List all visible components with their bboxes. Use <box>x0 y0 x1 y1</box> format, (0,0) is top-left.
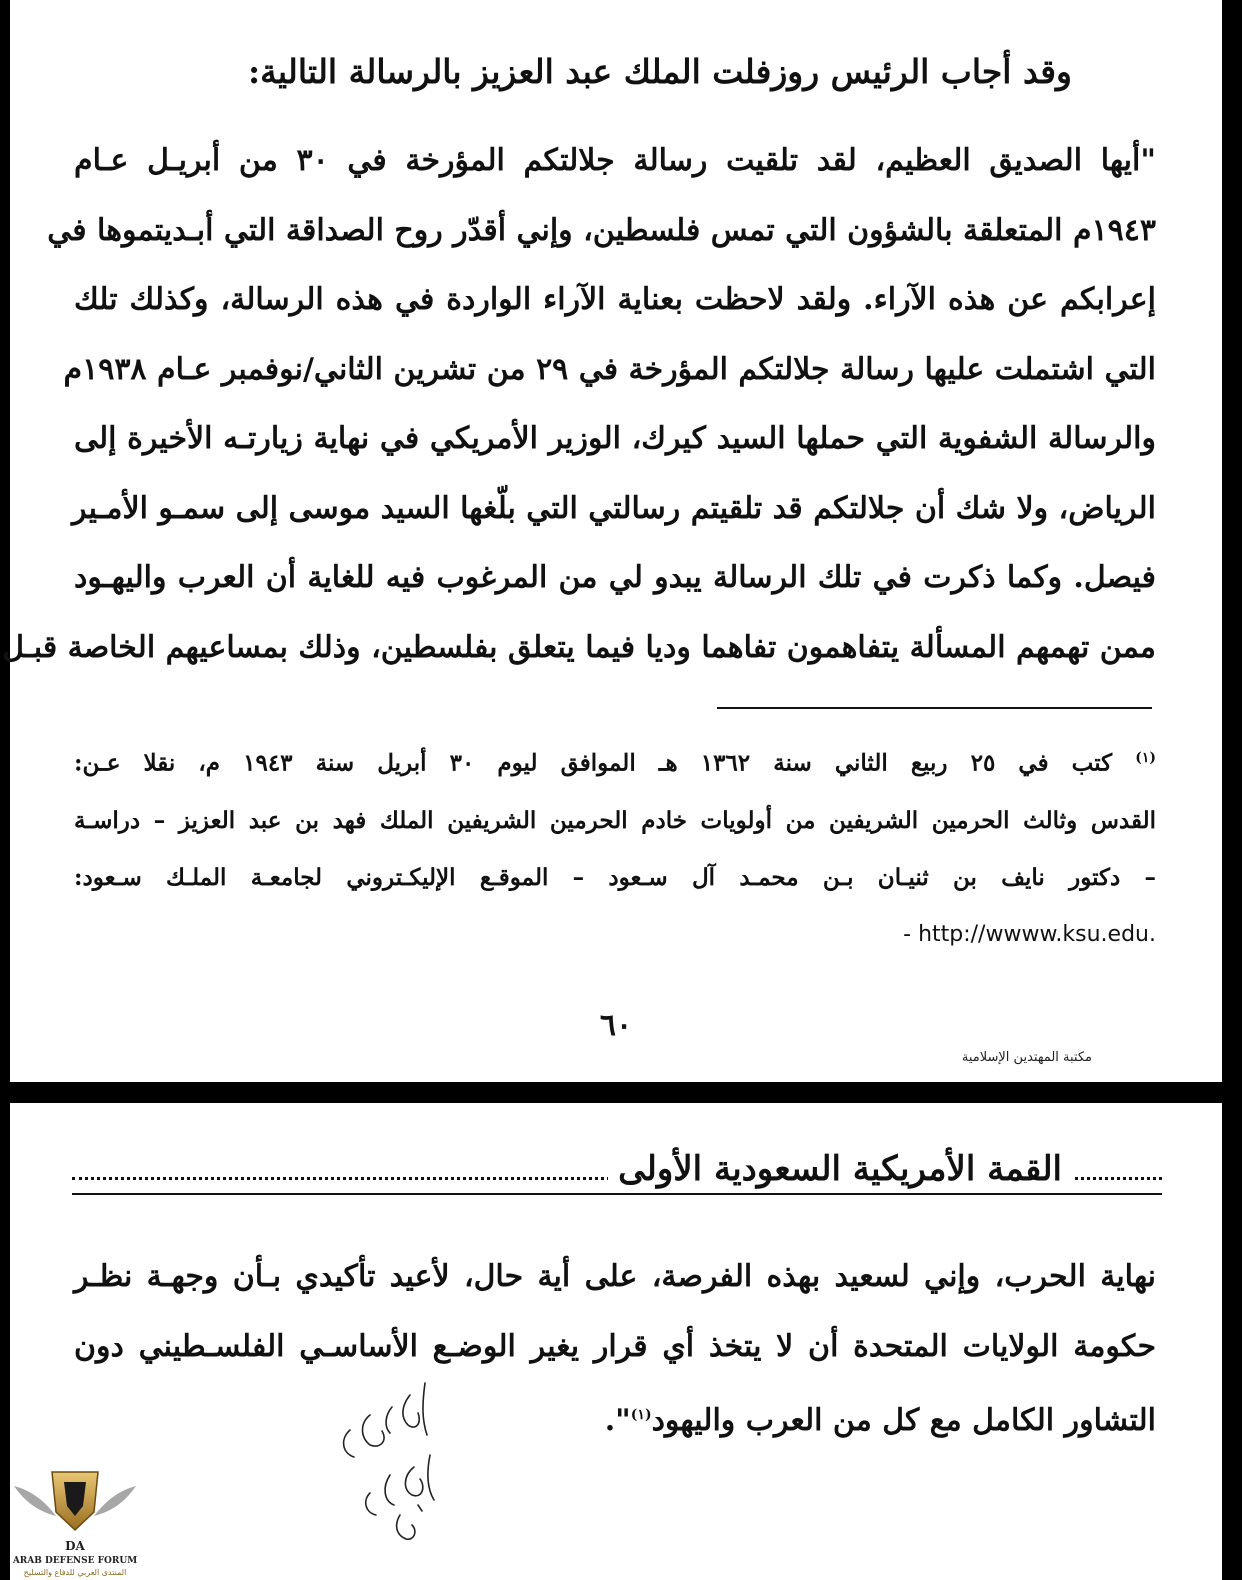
body-line: والرسالة الشفوية التي حملها السيد كيرك، الوزير الأمريكي في نهاية زيارتـه الأخيرة إلى <box>74 421 1156 456</box>
last-line-text: التشاور الكامل مع كل من العرب واليهود <box>651 1403 1156 1438</box>
body-line: ممن تهمهم المسألة يتفاهمون تفاهما وديا فيما يتعلق بفلسطين، وذلك بمساعيهم الخاصة قبـل <box>2 629 1156 665</box>
body-line: حكومة الولايات المتحدة أن لا يتخذ أي قرار يغير الوضـع الأساسـي الفلسـطيني دون <box>74 1328 1156 1364</box>
library-credit: مكتبة المهتدين الإسلامية <box>961 1050 1092 1065</box>
footnote-line: – دكتور نايف بن ثنيـان بـن محمـد آل سـعود – الموقـع الإليكـتروني لجامعـة الملـك سـعود: <box>74 863 1156 891</box>
footnote-line: القدس وثالث الحرمين الشريفين من أولويات خادم الحرمين الشريفين الملك فهد بن عبد العزيز – دراسـة <box>74 806 1156 834</box>
document-page-61 <box>10 1103 1222 1580</box>
running-header-title: القمة الأمريكية السعودية الأولى <box>608 1149 1072 1189</box>
body-line: "أيها الصديق العظيم، لقد تلقيت رسالة جلالتكم المؤرخة في ٣٠ من أبريـل عـام <box>74 143 1156 178</box>
arab-defense-forum-logo <box>10 1460 140 1578</box>
body-line: التي اشتملت عليها رسالة جلالتكم المؤرخة في ٢٩ من تشرين الثاني/نوفمبر عـام ١٩٣٨م <box>63 351 1156 387</box>
logo-name-ar: المنتدى العربي للدفاع والتسليح <box>23 1568 127 1577</box>
footnote-line <box>74 730 1156 792</box>
letter-body <box>2 126 1156 682</box>
logo-letters: DA <box>65 1539 85 1553</box>
body-line-last <box>74 1381 1156 1456</box>
running-header <box>72 1149 1162 1195</box>
body-line: نهاية الحرب، وإني لسعيد بهذه الفرصة، على أية حال، لأعيد تأكيدي بـأن وجهـة نظـر <box>74 1259 1156 1294</box>
body-line: الرياض، ولا شك أن جلالتكم قد تلقيتم رسالتي التي بلّغها السيد موسى إلى سمـو الأمـير <box>72 490 1156 526</box>
footnotes <box>74 730 1156 963</box>
footnote-text: كتب في ٢٥ ربيع الثاني سنة ١٣٦٢ هـ الموافق ليوم ٣٠ أبريل سنة ١٩٤٣ م، نقلا عـن: <box>74 749 1113 777</box>
intro-heading: وقد أجاب الرئيس روزفلت الملك عبد العزيز بالرسالة التالية: <box>247 52 1072 91</box>
footnote-url: - http://wwww.ksu.edu. <box>903 921 1156 947</box>
closing-quote: ". <box>604 1403 631 1438</box>
handwritten-signature <box>330 1375 450 1545</box>
body-line: إعرابكم عن هذه الآراء. ولقد لاحظت بعناية الآراء الواردة في هذه الرسالة، وكذلك تلك <box>74 282 1156 317</box>
page-number: ٦٠ <box>599 1008 633 1043</box>
header-rule <box>72 1193 1162 1195</box>
body-line: ١٩٤٣م المتعلقة بالشؤون التي تمس فلسطين، وإني أقدّر روح الصداقة التي أبـديتموها في <box>47 212 1156 248</box>
footnote-divider <box>717 707 1152 709</box>
body-line: فيصل. وكما ذكرت في تلك الرسالة يبدو لي من المرغوب فيه للغاية أن العرب واليهـود <box>74 560 1156 595</box>
document-page-60 <box>2 0 1222 1082</box>
footnote-marker: (١) <box>1135 750 1156 766</box>
letter-body-continued <box>74 1242 1156 1456</box>
footnote-marker: (١) <box>630 1407 652 1423</box>
logo-name-en: ARAB DEFENSE FORUM <box>12 1556 138 1566</box>
